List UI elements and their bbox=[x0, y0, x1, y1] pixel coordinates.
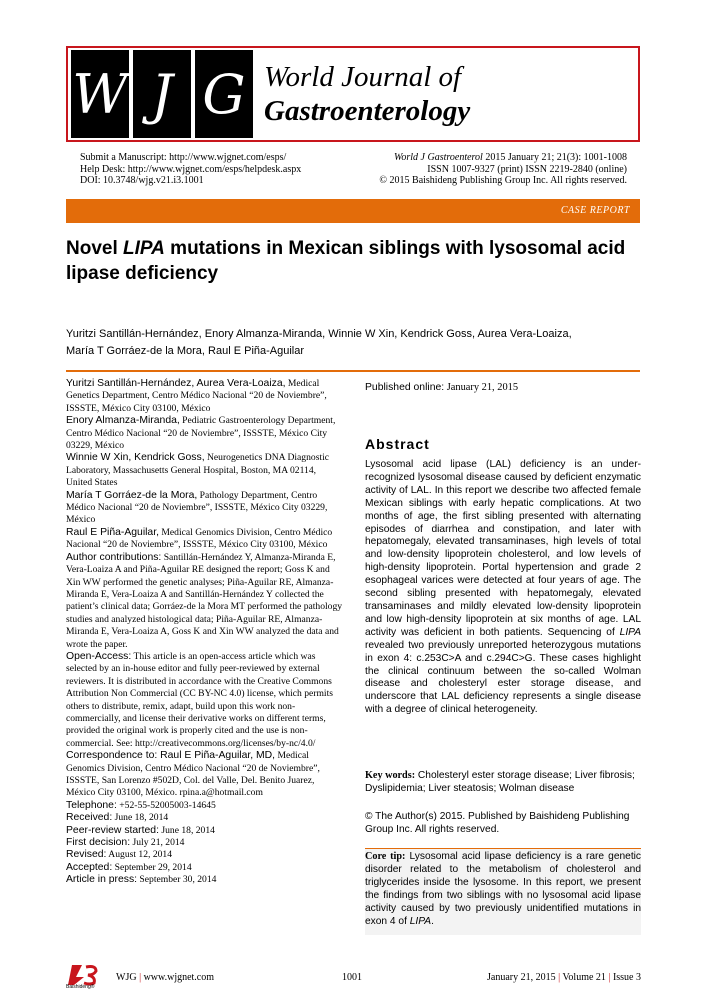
footer-left: WJG | www.wjgnet.com bbox=[116, 972, 215, 983]
affiliation-2: Enory Almanza-Miranda, Pediatric Gastroenterology Department, Centro Médico Nacional “20 de Noviembre”, ISSSTE, México City 03229, México bbox=[66, 415, 336, 452]
left-column bbox=[66, 378, 344, 887]
authors-line1: Yuritzi Santillán-Hernández, Enory Almanza-Miranda, Winnie W Xin, Kendrick Goss, Aurea Vera-Loaiza, bbox=[66, 328, 572, 340]
author-contributions: Author contributions: Santillán-Hernández Y, Almanza-Miranda E, Vera-Loaiza A and Piña-Aguilar RE designed the report; Goss K and Xin WW performed the genetic analyses; Piña-Aguilar RE, Almanza-Miranda E, Vera-Loaiza A and Santillán-Hernández Y collected the patient’s clinical data; Gorráez-de la Mora MT performed the pathology studies and analyzed histological data; Piña-Aguilar RE, Almanza-Miranda E, Vera-Loaiza A, Goss K and Xin WW analyzed the data and wrote the paper. bbox=[66, 551, 343, 650]
journal-title bbox=[264, 60, 470, 128]
article-title bbox=[66, 236, 646, 286]
logo-text: Baishideng® bbox=[66, 984, 95, 990]
date-first-decision: First decision: July 21, 2014 bbox=[66, 837, 185, 849]
authors-line2: María T Gorráez-de la Mora, Raul E Piña-Aguilar bbox=[66, 345, 305, 357]
telephone: Telephone: +52-55-52005003-14645 bbox=[66, 799, 216, 811]
section-label: CASE REPORT bbox=[560, 205, 630, 216]
article-copyright: © The Author(s) 2015. Published by Baishideng Publishing Group Inc. All rights reserved. bbox=[365, 811, 630, 835]
correspondence: Correspondence to: Raul E Piña-Aguilar, MD, Medical Genomics Division, Centro Médico Nacional “20 de Noviembre”, ISSSTE, San Lorenzo #502D, Col. del Valle, Del. Benito Juarez, México City 03100, México. rpina.a@hotmail.com bbox=[66, 750, 320, 799]
core-tip-box bbox=[365, 848, 641, 935]
date-peer-review: Peer-review started: June 18, 2014 bbox=[66, 824, 215, 836]
footer-url[interactable]: www.wjgnet.com bbox=[143, 972, 215, 983]
divider bbox=[66, 370, 640, 372]
affiliation-3: Winnie W Xin, Kendrick Goss, Neurogenetics DNA Diagnostic Laboratory, Massachusetts General Hospital, Boston, MA 02114, United States bbox=[66, 452, 330, 489]
core-tip: Core tip: Lysosomal acid lipase deficiency is a rare genetic disorder related to the metabolism of cholesterol and triglycerides inside the lysosome. In this report, we present the findings from two siblings with no lysosomal acid lipase activity caused by two previously unidentified mutations in exon 4 of LIPA. bbox=[365, 851, 642, 927]
baishideng-logo-icon bbox=[66, 963, 106, 990]
journal-title-line2: Gastroenterology bbox=[264, 95, 471, 127]
submission-info bbox=[80, 152, 301, 187]
journal-masthead bbox=[66, 46, 640, 142]
affiliation-5: Raul E Piña-Aguilar, Medical Genomics Division, Centro Médico Nacional “20 de Noviembre”, ISSSTE, México City 03100, México bbox=[66, 526, 333, 551]
title-pre: Novel bbox=[66, 238, 124, 259]
doi[interactable]: DOI: 10.3748/wjg.v21.i3.1001 bbox=[80, 175, 204, 186]
citation-journal: World J Gastroenterol bbox=[393, 152, 483, 163]
open-access: Open-Access: This article is an open-access article which was selected by an in-house editor and fully peer-reviewed by external reviewers. It is distributed in accordance with the Creative Commons Attribution Non Commercial (CC BY-NC 4.0) license, which permits others to distribute, remix, adapt, build upon this work non-commercially, and license their derivative works on different terms, provided the original work is properly cited and the use is non-commercial. See: http://creativecommons.org/licenses/by-nc/4.0/ bbox=[66, 650, 333, 749]
header-copyright: © 2015 Baishideng Publishing Group Inc. All rights reserved. bbox=[379, 175, 627, 186]
author-list bbox=[66, 326, 646, 360]
date-in-press: Article in press: September 30, 2014 bbox=[66, 874, 217, 886]
date-revised: Revised: August 12, 2014 bbox=[66, 849, 173, 861]
section-bar bbox=[66, 199, 640, 223]
helpdesk-link[interactable]: Help Desk: http://www.wjgnet.com/esps/helpdesk.aspx bbox=[80, 163, 302, 175]
abstract-body: Lysosomal acid lipase (LAL) deficiency is an under-recognized lysosomal disease caused by deficient enzymatic activity of LAL. In this report we describe two affected female Mexican siblings with early hepatic complications. At two months of age, the first sibling presented with alternating episodes of diarrhea and constipation, and later with hepatomegaly, elevated transaminases, high levels of total and low-density lipoprotein cholesterol, and low levels of high-density lipoprotein. Portal hypertension and grade 2 esophageal varices were detected at four years of age. The second sibling presented with hepatomegaly, elevated transaminases and mildly elevated low-density lipoprotein and low high-density lipoprotein at six months of age. LAL activity was deficient in both patients. Sequencing of LIPA revealed two previously unreported heterozygous mutations in exon 4: c.253C>A and c.294C>G. These cases highlight the clinical continuum between the so-called Wolman disease and cholesteryl ester storage disease, and underscore that LAL deficiency represents a single disease with a degree of clinical heterogeneity. bbox=[365, 459, 641, 716]
submit-link[interactable]: Submit a Manuscript: http://www.wjgnet.com/esps/ bbox=[80, 152, 287, 163]
date-accepted: Accepted: September 29, 2014 bbox=[66, 861, 192, 873]
citation-rest: 2015 January 21; 21(3): 1001-1008 bbox=[482, 152, 627, 163]
issn: ISSN 1007-9327 (print) ISSN 2219-2840 (online) bbox=[427, 163, 627, 175]
affiliation-4: María T Gorráez-de la Mora, Pathology Department, Centro Médico Nacional “20 de Noviembre”, ISSSTE, México City 03229, México bbox=[66, 489, 328, 526]
affiliation-1: Yuritzi Santillán-Hernández, Aurea Vera-Loaiza, Medical Genetics Department, Centro Médico Nacional “20 de Noviembre”, ISSSTE, México City 03100, México bbox=[66, 378, 327, 414]
abstract-heading: Abstract bbox=[365, 436, 430, 452]
page-number: 1001 bbox=[342, 972, 362, 983]
published-online: Published online: January 21, 2015 bbox=[365, 382, 519, 393]
date-received: Received: June 18, 2014 bbox=[66, 812, 169, 824]
logo-letter-g: G bbox=[195, 50, 253, 138]
logo-letter-w: W bbox=[71, 50, 129, 138]
journal-title-line1: World Journal of bbox=[264, 61, 462, 93]
title-post: mutations in Mexican siblings with lysosomal acid lipase deficiency bbox=[66, 238, 626, 284]
logo-letter-j: J bbox=[133, 50, 191, 138]
citation-info bbox=[379, 152, 627, 187]
footer-right: January 21, 2015 | Volume 21 | Issue 3 bbox=[487, 972, 641, 983]
citation bbox=[379, 152, 627, 164]
title-gene: LIPA bbox=[123, 238, 165, 259]
keywords: Key words: Cholesteryl ester storage disease; Liver fibrosis; Dyslipidemia; Liver steatosis; Wolman disease bbox=[365, 770, 635, 794]
